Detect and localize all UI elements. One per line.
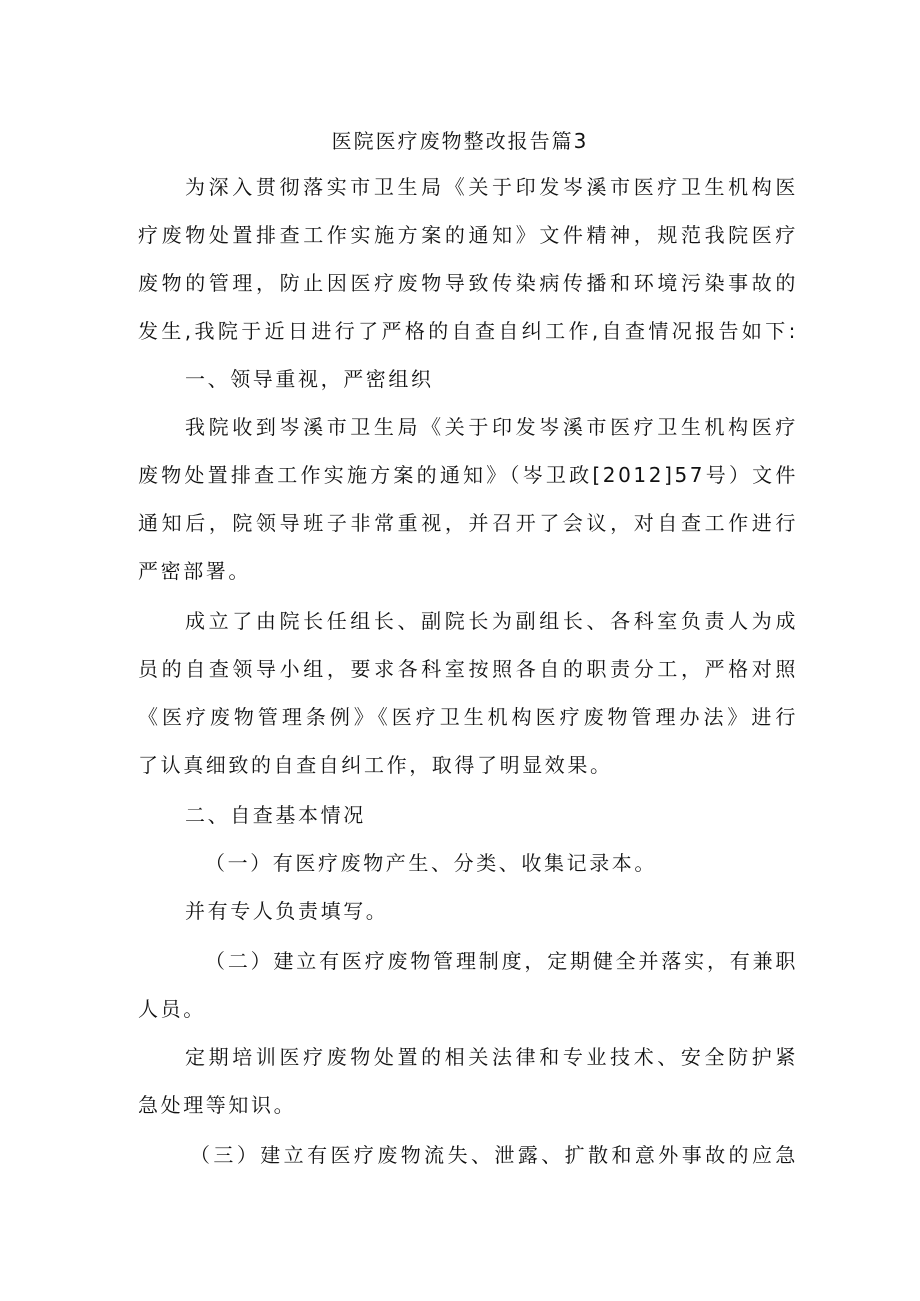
section-heading: 二、自查基本情况	[185, 803, 366, 827]
subsection-line: （一）有医疗废物产生、分类、收集记录本。	[205, 851, 657, 875]
paragraph-line: 《医疗废物管理条例》《医疗卫生机构医疗废物管理办法》进行	[138, 705, 798, 729]
paragraph-line: 废物处置排查工作实施方案的通知》（岑卫政[2012]57号）文件	[138, 463, 798, 487]
paragraph-line: 通知后，院领导班子非常重视，并召开了会议，对自查工作进行	[138, 511, 798, 535]
subsection-line: （三）建立有医疗废物流失、泄露、扩散和意外事故的应急	[190, 1143, 798, 1167]
paragraph-line: 严密部署。	[138, 559, 251, 583]
paragraph-line: 员的自查领导小组，要求各科室按照各自的职责分工，严格对照	[138, 657, 798, 681]
paragraph-line: 成立了由院长任组长、副院长为副组长、各科室负责人为成	[185, 609, 798, 633]
document-title: 医院医疗废物整改报告篇3	[331, 129, 589, 153]
paragraph-line: 发生,我院于近日进行了严格的自查自纠工作,自查情况报告如下:	[138, 319, 798, 343]
paragraph-line: 了认真细致的自查自纠工作，取得了明显效果。	[138, 753, 613, 777]
paragraph-line: 急处理等知识。	[138, 1093, 297, 1117]
subsection-line: （二）建立有医疗废物管理制度，定期健全并落实，有兼职	[205, 949, 798, 973]
paragraph-line: 定期培训医疗废物处置的相关法律和专业技术、安全防护紧	[185, 1045, 798, 1069]
section-heading: 一、领导重视，严密组织	[185, 367, 434, 391]
paragraph-line: 废物的管理，防止因医疗废物导致传染病传播和环境污染事故的	[138, 271, 798, 295]
paragraph-line: 为深入贯彻落实市卫生局《关于印发岑溪市医疗卫生机构医	[185, 175, 798, 199]
paragraph-line: 疗废物处置排查工作实施方案的通知》文件精神，规范我院医疗	[138, 223, 798, 247]
paragraph-line: 我院收到岑溪市卫生局《关于印发岑溪市医疗卫生机构医疗	[185, 415, 798, 439]
paragraph-line: 并有专人负责填写。	[185, 899, 389, 923]
paragraph-line: 人员。	[138, 997, 206, 1021]
